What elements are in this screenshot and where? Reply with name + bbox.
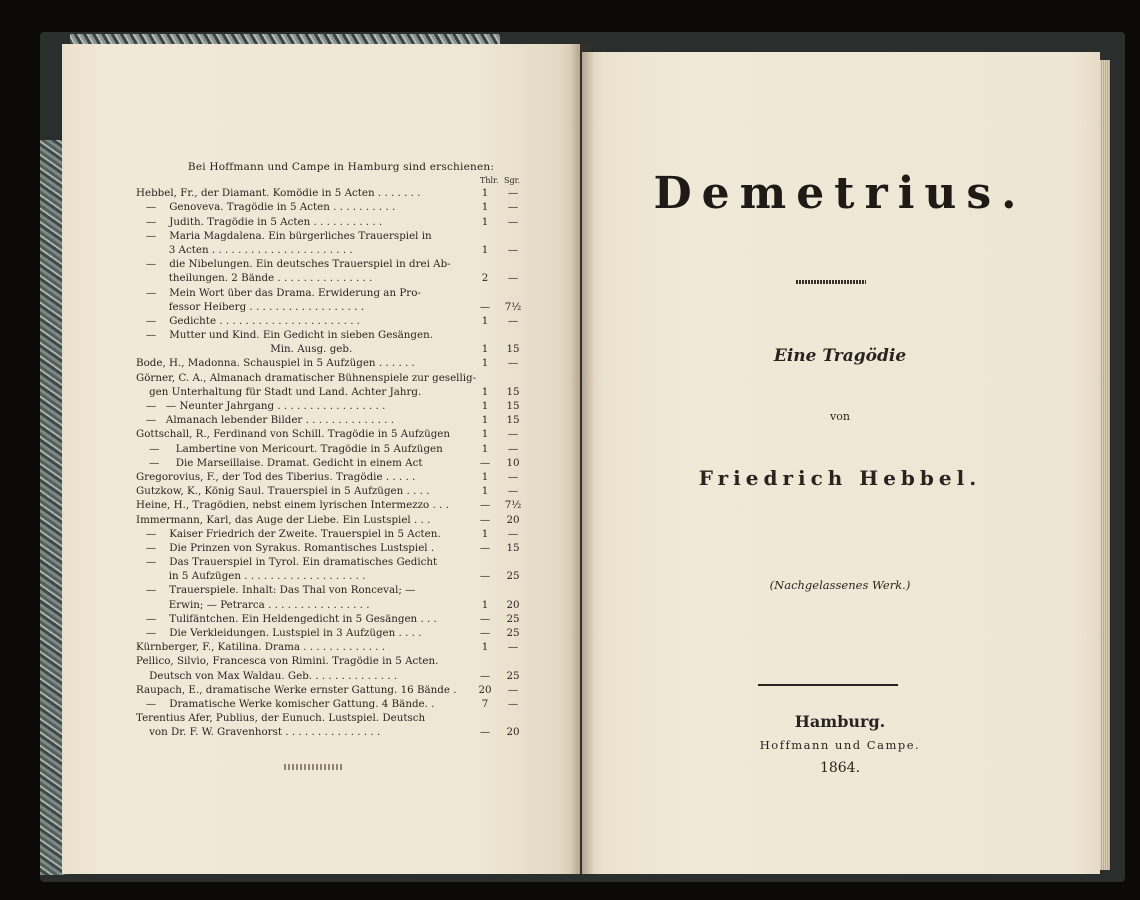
catalog-entry-sgr: 20 <box>506 726 520 739</box>
catalog-entry-thlr: 1 <box>481 470 489 483</box>
catalog-entry-text: Deutsch von Max Waldau. Geb. . . . . . . . . . . . . . <box>136 669 398 682</box>
catalog-entry-text: Terentius Afer, Publius, der Eunuch. Lustspiel. Deutsch <box>136 712 426 725</box>
catalog-entry-sgr: — <box>507 527 519 540</box>
catalog-row <box>136 356 526 370</box>
catalog-entry-thlr: 1 <box>481 428 489 441</box>
horizontal-rule <box>758 684 898 686</box>
catalog-entry-sgr: 15 <box>506 343 520 356</box>
catalog-entry-thlr: — <box>479 456 491 469</box>
catalog-entry-text: Kürnberger, F., Katilina. Drama . . . . . . . . . . . . . <box>136 641 386 654</box>
catalog-row <box>136 626 526 640</box>
catalog-entry-text: — Lambertine von Mericourt. Tragödie in 5 Aufzügen <box>136 442 443 455</box>
catalog-row <box>136 229 526 243</box>
ornamental-rule-left <box>284 764 344 770</box>
catalog-entry-text: — Gedichte . . . . . . . . . . . . . . . . . . . . . . <box>136 314 361 327</box>
catalog-entry-sgr: — <box>507 314 519 327</box>
catalog-row <box>136 640 526 654</box>
catalog-entry-sgr: — <box>507 641 519 654</box>
catalog-entry-sgr: 25 <box>506 612 520 625</box>
catalog-entry-text: — Dramatische Werke komischer Gattung. 4 Bände. . <box>136 697 435 710</box>
catalog-row <box>136 669 526 683</box>
catalog-entry-text: Gottschall, R., Ferdinand von Schill. Tragödie in 5 Aufzügen <box>136 428 451 441</box>
catalog-row <box>136 200 526 214</box>
catalog-entry-thlr: 1 <box>481 243 489 256</box>
catalog-entry-text: in 5 Aufzügen . . . . . . . . . . . . . . . . . . . <box>136 570 366 583</box>
catalog-entry-text: Görner, C. A., Almanach dramatischer Bühnenspiele zur gesellig- <box>136 371 476 384</box>
catalog-column-headers <box>136 174 526 186</box>
catalog-entry-sgr: 25 <box>506 627 520 640</box>
catalog-entry-thlr: — <box>479 726 491 739</box>
by-line: von <box>830 410 850 423</box>
catalog-entry-text: Erwin; — Petrarca . . . . . . . . . . . . . . . . <box>136 598 370 611</box>
publication-year: 1864. <box>819 760 861 776</box>
catalog-entry-sgr: — <box>507 683 519 696</box>
catalog-entry-thlr: 1 <box>481 343 489 356</box>
catalog-row <box>136 413 526 427</box>
catalog-row <box>136 527 526 541</box>
catalog-row <box>136 555 526 569</box>
catalog-entry-text: fessor Heiberg . . . . . . . . . . . . . . . . . . <box>136 300 364 313</box>
catalog-entry-thlr: 20 <box>478 683 492 696</box>
catalog-entry-thlr: 1 <box>481 400 489 413</box>
catalog-entry-text: theilungen. 2 Bände . . . . . . . . . . . . . . . <box>136 272 373 285</box>
catalog-entry-sgr: — <box>507 428 519 441</box>
catalog-entry-thlr: — <box>479 499 491 512</box>
catalog-entry-thlr: 1 <box>481 201 489 214</box>
catalog-entry-thlr: 1 <box>481 641 489 654</box>
catalog-heading: Bei Hoffmann und Campe in Hamburg sind erschienen: <box>187 161 495 173</box>
catalog-entry-text: Hebbel, Fr., der Diamant. Komödie in 5 Acten . . . . . . . <box>136 187 421 200</box>
catalog-entry-thlr: 2 <box>481 272 489 285</box>
catalog-row <box>136 385 526 399</box>
catalog-entry-thlr: 1 <box>481 414 489 427</box>
catalog-row <box>136 569 526 583</box>
catalog-entry-thlr: 1 <box>481 357 489 370</box>
catalog-entry-text: — — Neunter Jahrgang . . . . . . . . . . . . . . . . . <box>136 400 386 413</box>
column-thlr: Thlr. <box>480 176 499 186</box>
catalog-row <box>136 186 526 200</box>
catalog-entry-thlr: 1 <box>481 314 489 327</box>
publisher-catalog <box>136 160 526 740</box>
catalog-row <box>136 683 526 697</box>
author-name: Friedrich Hebbel. <box>698 466 982 490</box>
catalog-entry-sgr: 15 <box>506 541 520 554</box>
catalog-entry-text: Gutzkow, K., König Saul. Trauerspiel in 5 Aufzügen . . . . <box>136 485 430 498</box>
catalog-list <box>136 186 526 739</box>
catalog-row <box>136 470 526 484</box>
catalog-row <box>136 257 526 271</box>
catalog-entry-text: — Almanach lebender Bilder . . . . . . . . . . . . . . <box>136 414 395 427</box>
catalog-row <box>136 342 526 356</box>
catalog-entry-sgr: 10 <box>506 456 520 469</box>
catalog-row <box>136 598 526 612</box>
catalog-entry-text: Heine, H., Tragödien, nebst einem lyrischen Intermezzo . . . <box>136 499 449 512</box>
column-sgr: Sgr. <box>504 176 521 186</box>
catalog-entry-text: — Das Trauerspiel in Tyrol. Ein dramatisches Gedicht <box>136 556 438 569</box>
catalog-entry-thlr: 7 <box>481 697 489 710</box>
catalog-row <box>136 300 526 314</box>
catalog-row <box>136 314 526 328</box>
catalog-entry-thlr: 1 <box>481 527 489 540</box>
catalog-row <box>136 286 526 300</box>
catalog-entry-sgr: — <box>507 485 519 498</box>
catalog-entry-thlr: 1 <box>481 598 489 611</box>
catalog-entry-sgr: 25 <box>506 669 520 682</box>
catalog-entry-text: Immermann, Karl, das Auge der Liebe. Ein Lustspiel . . . <box>136 513 431 526</box>
catalog-row <box>136 583 526 597</box>
catalog-entry-text: 3 Acten . . . . . . . . . . . . . . . . . . . . . . <box>136 243 353 256</box>
catalog-entry-text: — Maria Magdalena. Ein bürgerliches Trauerspiel in <box>136 229 432 242</box>
catalog-entry-sgr: — <box>507 697 519 710</box>
catalog-entry-sgr: — <box>507 187 519 200</box>
spine-gutter <box>570 44 594 874</box>
catalog-entry-text: — Judith. Tragödie in 5 Acten . . . . . . . . . . . <box>136 215 383 228</box>
catalog-row <box>136 328 526 342</box>
catalog-entry-sgr: 15 <box>506 400 520 413</box>
catalog-entry-sgr: — <box>507 357 519 370</box>
catalog-entry-text: — Die Marseillaise. Dramat. Gedicht in einem Act <box>136 456 423 469</box>
catalog-row <box>136 513 526 527</box>
page-edges <box>1100 60 1110 870</box>
catalog-row <box>136 456 526 470</box>
catalog-entry-thlr: 1 <box>481 187 489 200</box>
catalog-entry-text: — Tulifäntchen. Ein Heldengedicht in 5 Gesängen . . . <box>136 612 437 625</box>
catalog-entry-sgr: — <box>507 243 519 256</box>
catalog-entry-text: Bode, H., Madonna. Schauspiel in 5 Aufzügen . . . . . . <box>136 357 415 370</box>
catalog-entry-sgr: — <box>507 272 519 285</box>
catalog-entry-text: — Mein Wort über das Drama. Erwiderung an Pro- <box>136 286 421 299</box>
catalog-entry-text: gen Unterhaltung für Stadt und Land. Achter Jahrg. <box>136 385 422 398</box>
catalog-entry-text: Min. Ausg. geb. <box>136 343 353 356</box>
catalog-entry-text: Pellico, Silvio, Francesca von Rimini. Tragödie in 5 Acten. <box>136 655 439 668</box>
catalog-entry-text: — Kaiser Friedrich der Zweite. Trauerspiel in 5 Acten. <box>136 527 441 540</box>
catalog-entry-sgr: — <box>507 215 519 228</box>
catalog-entry-text: — Die Prinzen von Syrakus. Romantisches Lustspiel . <box>136 541 435 554</box>
catalog-row <box>136 399 526 413</box>
catalog-entry-thlr: — <box>479 612 491 625</box>
catalog-row <box>136 725 526 739</box>
catalog-row <box>136 612 526 626</box>
catalog-row <box>136 484 526 498</box>
catalog-entry-thlr: 1 <box>481 485 489 498</box>
catalog-entry-sgr: 7½ <box>504 499 522 512</box>
catalog-row <box>136 654 526 668</box>
catalog-entry-thlr: — <box>479 570 491 583</box>
ornamental-rule <box>796 280 866 284</box>
publication-place: Hamburg. <box>794 712 886 731</box>
catalog-row <box>136 498 526 512</box>
catalog-entry-thlr: — <box>479 669 491 682</box>
catalog-entry-thlr: — <box>479 541 491 554</box>
catalog-entry-thlr: 1 <box>481 442 489 455</box>
catalog-entry-sgr: 15 <box>506 385 520 398</box>
catalog-entry-sgr: — <box>507 470 519 483</box>
catalog-row <box>136 243 526 257</box>
catalog-row <box>136 442 526 456</box>
catalog-entry-text: — Die Verkleidungen. Lustspiel in 3 Aufzügen . . . . <box>136 627 422 640</box>
catalog-entry-sgr: — <box>507 442 519 455</box>
catalog-row <box>136 371 526 385</box>
catalog-entry-thlr: 1 <box>481 215 489 228</box>
catalog-entry-text: — Trauerspiele. Inhalt: Das Thal von Ronceval; — <box>136 584 416 597</box>
catalog-entry-sgr: 7½ <box>504 300 522 313</box>
catalog-entry-sgr: 20 <box>506 598 520 611</box>
catalog-entry-sgr: 20 <box>506 513 520 526</box>
catalog-entry-thlr: — <box>479 627 491 640</box>
catalog-entry-thlr: 1 <box>481 385 489 398</box>
catalog-entry-text: — Genoveva. Tragödie in 5 Acten . . . . . . . . . . <box>136 201 396 214</box>
catalog-entry-text: — Mutter und Kind. Ein Gedicht in sieben Gesängen. <box>136 329 433 342</box>
book-subtitle: Eine Tragödie <box>773 346 907 366</box>
catalog-entry-text: — die Nibelungen. Ein deutsches Trauerspiel in drei Ab- <box>136 258 451 271</box>
catalog-entry-thlr: — <box>479 300 491 313</box>
catalog-row <box>136 427 526 441</box>
publisher-name: Hoffmann und Campe. <box>759 738 921 752</box>
catalog-entry-text: Gregorovius, F., der Tod des Tiberius. Tragödie . . . . . <box>136 470 416 483</box>
posthumous-note: (Nachgelassenes Werk.) <box>769 578 911 592</box>
catalog-row <box>136 215 526 229</box>
book-title: Demetrius. <box>653 168 1027 219</box>
catalog-row <box>136 697 526 711</box>
catalog-entry-sgr: — <box>507 201 519 214</box>
catalog-entry-text: von Dr. F. W. Gravenhorst . . . . . . . . . . . . . . . <box>136 726 381 739</box>
catalog-row <box>136 271 526 285</box>
catalog-row <box>136 541 526 555</box>
catalog-entry-sgr: 15 <box>506 414 520 427</box>
catalog-entry-text: Raupach, E., dramatische Werke ernster Gattung. 16 Bände . <box>136 683 457 696</box>
catalog-entry-thlr: — <box>479 513 491 526</box>
catalog-row <box>136 711 526 725</box>
catalog-entry-sgr: 25 <box>506 570 520 583</box>
